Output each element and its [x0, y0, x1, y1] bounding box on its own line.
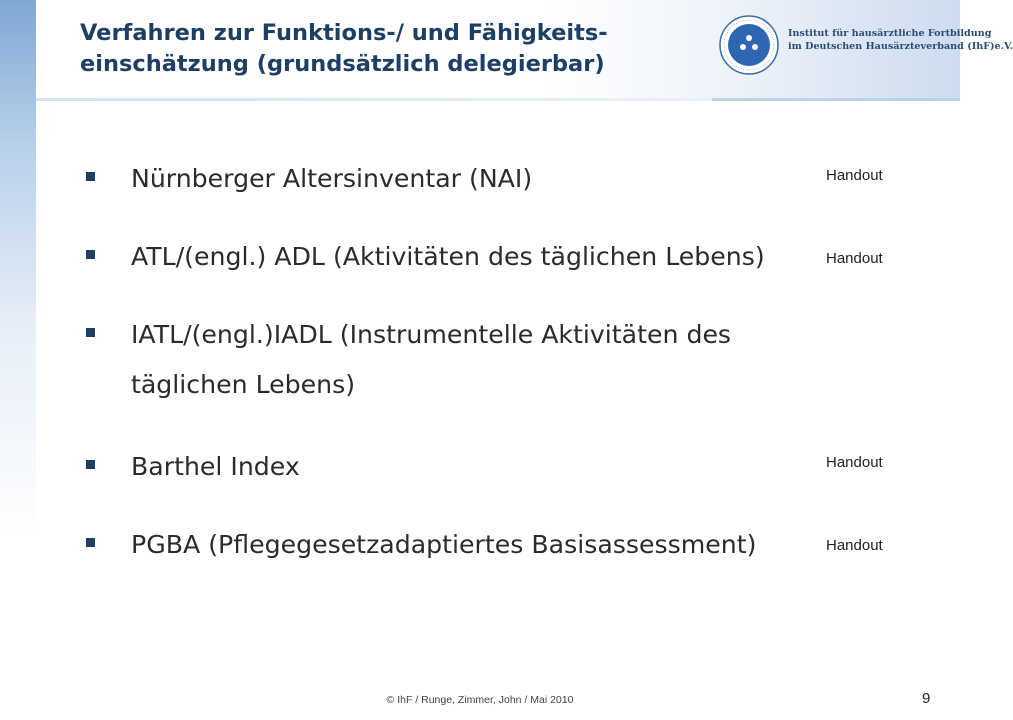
header-divider-right — [712, 98, 960, 101]
bullet-text: Nürnberger Altersinventar (NAI) — [131, 164, 533, 193]
slide-title — [80, 18, 700, 80]
slide-title-line-2: einschätzung (grundsätzlich delegierbar) — [80, 51, 605, 77]
ihf-logo-text — [788, 27, 1013, 53]
handout-link[interactable]: Handout — [826, 454, 883, 471]
handout-link[interactable]: Handout — [826, 167, 883, 184]
square-bullet-icon — [86, 460, 95, 469]
bullet-item — [86, 154, 532, 204]
bullet-text: ATL/(engl.) ADL (Aktivitäten des täglichen Lebens) — [131, 242, 765, 271]
handout-link[interactable]: Handout — [826, 250, 883, 267]
ihf-seal-icon — [718, 14, 780, 76]
bullet-item — [86, 442, 300, 492]
logo-text-line-2: im Deutschen Hausärzteverband (IhF)e.V. — [788, 41, 1013, 52]
bullet-item — [86, 520, 756, 570]
square-bullet-icon — [86, 172, 95, 181]
square-bullet-icon — [86, 250, 95, 259]
logo-text-line-1: Institut für hausärztliche Fortbildung — [788, 28, 992, 39]
bullet-item — [86, 232, 765, 282]
slide-footer: © IhF / Runge, Zimmer, John / Mai 2010 — [386, 694, 574, 706]
bullet-item — [86, 310, 811, 410]
bullet-text: Barthel Index — [131, 452, 300, 481]
square-bullet-icon — [86, 538, 95, 547]
page-number: 9 — [922, 690, 931, 707]
left-decorative-bar — [0, 0, 36, 720]
square-bullet-icon — [86, 328, 95, 337]
slide-title-line-1: Verfahren zur Funktions-/ und Fähigkeits- — [80, 20, 608, 46]
bullet-text: IATL/(engl.)IADL (Instrumentelle Aktivitäten des täglichen Lebens) — [131, 320, 732, 399]
handout-link[interactable]: Handout — [826, 537, 883, 554]
bullet-text: PGBA (Pflegegesetzadaptiertes Basisassessment) — [131, 530, 757, 559]
ihf-logo — [714, 12, 1013, 78]
header-divider — [36, 98, 712, 101]
